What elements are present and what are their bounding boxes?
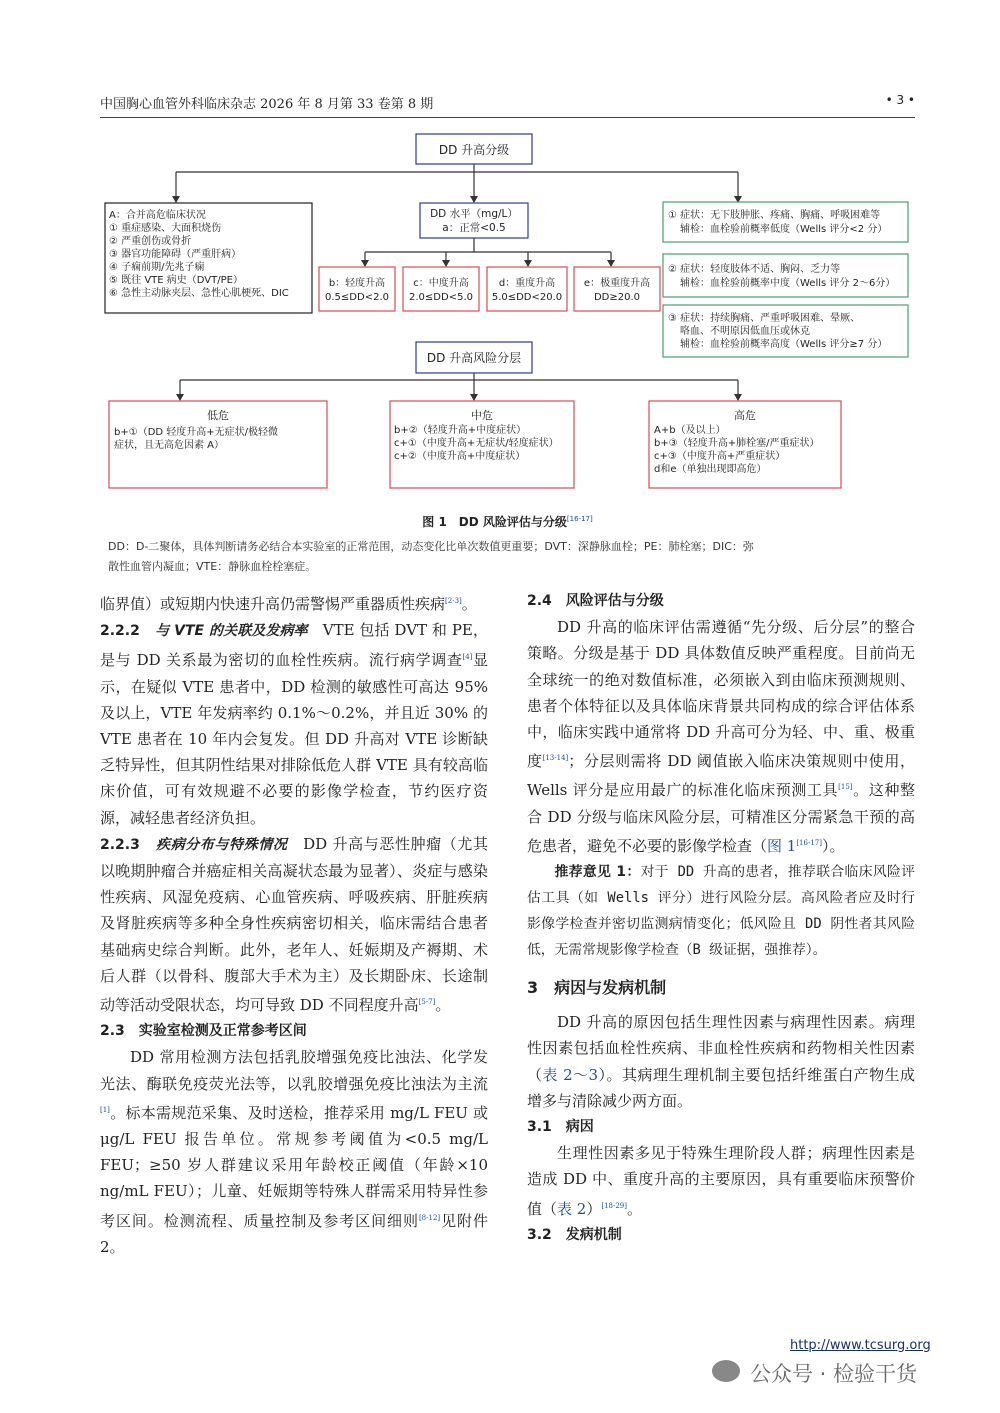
symptom-text-1: ① 症状：无下肢肿胀、疼痛、胸痛、呼吸困难等 辅检：血栓验前概率低度（Wells 评分<2 分）	[668, 210, 888, 235]
section-2-3-body: DD 常用检测方法包括乳胶增强免疫比浊法、化学发光法、酶联免疫荧光法等，以乳胶增强免疫比浊法为主流[1]。标本需规范采集、及时送检，推荐采用 mg/L FEU 或 μg/L FEU 报告单位。常规参考阈值为<0.5 mg/L FEU；≥50 岁人群建议采用年龄校正阈值（年龄×10 ng/mL FEU）；儿童、妊娠期等特殊人群需采用特异性参考区间。检测流程、质量控制及参考区间细则[8-12]见附件 2。	[100, 1048, 488, 1256]
grade-box-d	[487, 267, 567, 311]
section-3-2-heading: 3.2 发病机制	[527, 1226, 622, 1243]
citation[interactable]: [1]	[100, 1105, 110, 1114]
table-link[interactable]: 表 2	[557, 1199, 587, 1218]
risk-mid-title: 中危	[471, 409, 493, 422]
grade-box-b	[319, 267, 395, 311]
grade-label-c: c：中度升高	[413, 278, 469, 289]
section-3-body: DD 升高的原因包括生理性因素与病理性因素。病理性因素包括血栓性疾病、非血栓性疾病和药物相关性因素（表 2～3）。其病理生理机制主要包括纤维蛋白产物生成增多与清除减少两方面。	[527, 1013, 915, 1110]
risk-low-title: 低危	[207, 409, 229, 422]
grade-box-c	[403, 267, 479, 311]
citation[interactable]: [5-7]	[418, 998, 436, 1007]
header-rule	[100, 117, 915, 118]
grade-range-b: 0.5≤DD<2.0	[325, 292, 389, 303]
recommendation-1: 推荐意见 1：对于 DD 升高的患者，推荐联合临床风险评估工具（如 Wells 评分）进行风险分层。高风险者应及时行影像学检查并密切监测病情变化；低风险且 DD 阴性者其风险低，无需常规影像学检查（B 级证据，强推荐）。	[527, 864, 915, 959]
risk-high-text: A+b（及以上） b+③（轻度升高+肺栓塞/严重症状） c+③（中度升高+严重症状） d和e（单独出现即高危）	[654, 425, 820, 475]
journal-title: 中国胸心血管外科临床杂志 2026 年 8 月第 33 卷第 8 期	[100, 97, 434, 112]
citation[interactable]: [4]	[462, 653, 473, 662]
symptom-box-2	[663, 254, 908, 297]
para-continued: 临界值）或短期内快速升高仍需警惕严重器质性疾病[2-3]。	[100, 595, 477, 613]
figure-caption: 图 1 DD 风险评估与分级[16-17]	[422, 515, 593, 529]
risk-low-text: b+①（DD 轻度升高+无症状/极轻微 症状，且无高危因素 A）	[114, 427, 279, 451]
risk-title: DD 升高风险分层	[426, 351, 522, 365]
wechat-logo-icon	[712, 1360, 740, 1382]
section-2-4-heading: 2.4 风险评估与分级	[527, 593, 664, 609]
section-3-1-heading: 3.1 病因	[527, 1119, 594, 1136]
caption-ref[interactable]: [16-17]	[566, 515, 593, 523]
grade-label-b: b：轻度升高	[328, 278, 386, 289]
grade-range-d: 5.0≤DD<20.0	[491, 292, 563, 303]
symptom-text-3: ③ 症状：持续胸痛、严重呼吸困难、晕厥、 咯血、不明原因低血压或休克 辅检：血栓验前概率高度（Wells 评分≥7 分）	[668, 313, 888, 350]
left-column	[100, 588, 488, 1260]
running-header	[100, 93, 915, 112]
right-column	[527, 588, 915, 1248]
citation[interactable]: [15]	[838, 783, 853, 792]
section-2-3-heading: 2.3 实验室检测及正常参考区间	[100, 1023, 307, 1040]
citation[interactable]: [18-29]	[601, 1201, 627, 1210]
citation[interactable]: [13-14]	[542, 754, 569, 763]
citation[interactable]: [2-3]	[445, 597, 462, 605]
risk-high-title: 高危	[734, 409, 756, 422]
risk-mid-text: b+②（轻度升高+中度症状） c+①（中度升高+无症状/轻度症状） c+②（中度升高+中度症状）	[394, 425, 559, 462]
figure-1-flowchart	[100, 130, 915, 505]
section-3-heading: 3 病因与发病机制	[527, 978, 667, 998]
dd-level-title: DD 水平（mg/L）	[430, 208, 518, 220]
grade-label-e: e：极重度升高	[583, 278, 651, 289]
figure-note: DD：D-二聚体，具体判断请务必结合本实验室的正常范围，动态变化比单次数值更重要；DVT：深静脉血栓；PE：肺栓塞；DIC：弥 散性血管内凝血；VTE：静脉血栓栓塞症。	[108, 540, 754, 573]
grade-label-d: d：重度升高	[498, 278, 556, 289]
page-number: • 3 •	[885, 93, 915, 107]
citation[interactable]: [8-12]	[418, 1213, 441, 1222]
account-name: 公众号 · 检验干货	[750, 1362, 918, 1386]
citation[interactable]: [16-17]	[796, 838, 822, 847]
dd-level-normal: a：正常<0.5	[442, 222, 506, 234]
grade-title: DD 升高分级	[438, 143, 510, 157]
section-2-2-2: 2.2.2 与 VTE 的关联及发病率 VTE 包括 DVT 和 PE，是与 DD 关系最为密切的血栓性疾病。流行病学调查[4]显示，在疑似 VTE 患者中，DD 检测的敏感性可高达 95% 及以上，VTE 年发病率约 0.1%～0.2%，并且近 30% 的 VTE 患者在 10 年内会复发。但 DD 升高对 VTE 诊断缺乏特异性，但其阴性结果对排除低危人群 VTE 具有较高临床价值，可有效规避不必要的影像学检查，节约医疗资源，减轻患者经济负担。	[100, 621, 488, 827]
section-2-4-body: DD 升高的临床评估需遵循“先分级、后分层”的整合策略。分级是基于 DD 具体数值反映严重程度。目前尚无全球统一的绝对数值标准，必须嵌入到由临床预测规则、患者个体特征以及具体临床背景共同构成的综合评估体系中，临床实践中通常将 DD 升高可分为轻、中、重、极重度[13-14]；分层则需将 DD 阈值嵌入临床决策规则中使用，Wells 评分是应用最广的标准化临床预测工具[15]。这种整合 DD 分级与临床风险分层，可精准区分需紧急干预的高危患者，避免不必要的影像学检查（图 1[16-17]）。	[527, 618, 915, 855]
table-link[interactable]: 表 2～3	[542, 1065, 599, 1084]
risk-factor-text: A：合并高危临床状况 ① 重症感染、大面积烧伤 ② 严重创伤或骨折 ③ 器官功能障碍（严重肝病） ④ 子痫前期/先兆子痫 ⑤ 既往 VTE 病史（DVT/PE） ⑥ 急性主动脉夹层、急性心肌梗死、DIC	[109, 210, 289, 299]
figure-link[interactable]: 图 1	[767, 836, 797, 855]
grade-range-e: DD≥20.0	[593, 292, 641, 303]
symptom-text-2: ② 症状：轻度肢体不适、胸闷、乏力等 辅检：血栓验前概率中度（Wells 评分 2～6分）	[668, 264, 896, 289]
grade-box-e	[574, 267, 660, 311]
journal-url[interactable]: http://www.tcsurg.org	[790, 1338, 931, 1353]
symptom-box-1	[663, 202, 908, 242]
section-2-2-3: 2.2.3 疾病分布与特殊情况 DD 升高与恶性肿瘤（尤其以晚期肿瘤合并癌症相关高凝状态最为显著）、炎症与感染性疾病、风湿免疫病、心血管疾病、呼吸疾病、肝脏疾病及肾脏疾病等多种全身性疾病密切相关，临床需结合患者基础病史综合判断。此外，老年人、妊娠期及产褥期、术后人群（以骨科、腹部大手术为主）及长期卧床、长途制动等活动受限状态，均可导致 DD 不同程度升高[5-7]。	[100, 834, 488, 1015]
grade-range-c: 2.0≤DD<5.0	[409, 292, 473, 303]
section-3-1-body: 生理性因素多见于特殊生理阶段人群；病理性因素是造成 DD 中、重度升高的主要原因，具有重要临床预警价值（表 2）[18-29]。	[527, 1144, 915, 1218]
